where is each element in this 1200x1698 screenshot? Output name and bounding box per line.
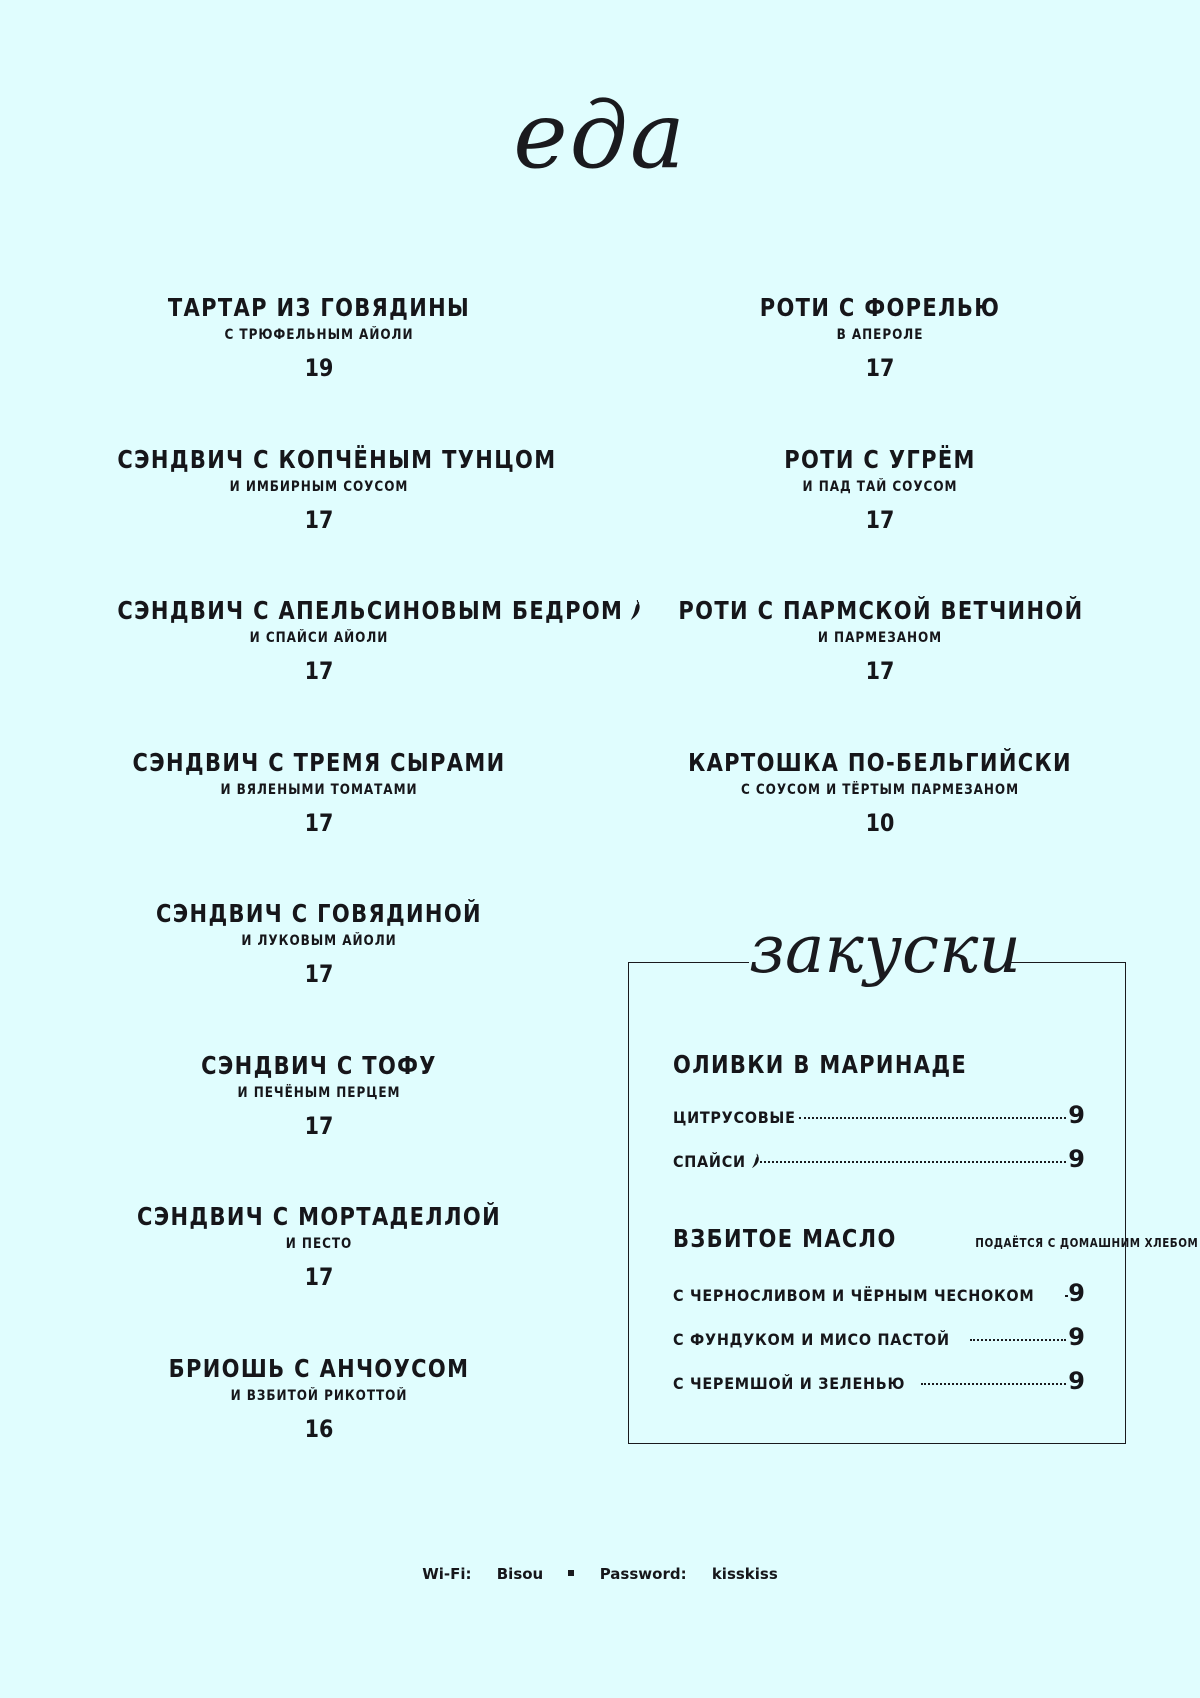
item-description: И ПЕЧЁНЫМ ПЕРЦЕМ: [237, 1084, 401, 1101]
snack-name: С ЧЕРНОСЛИВОМ И ЧЁРНЫМ ЧЕСНОКОМ: [673, 1286, 1035, 1305]
item-name: СЭНДВИЧ С ТОФУ: [201, 1050, 437, 1080]
snack-name: ЦИТРУСОВЫЕ: [673, 1108, 796, 1127]
item-description: И ПАД ТАЙ СОУСОМ: [802, 478, 958, 495]
menu-item: [79, 745, 559, 897]
group-note: ПОДАЁТСЯ С ДОМАШНИМ ХЛЕБОМ: [975, 1236, 1199, 1250]
item-description: И ИМБИРНЫМ СОУСОМ: [229, 478, 409, 495]
snack-group-title: [673, 1047, 1085, 1083]
item-price: 17: [304, 1263, 334, 1291]
snack-name: С ЧЕРЕМШОЙ И ЗЕЛЕНЬЮ: [673, 1374, 906, 1393]
chili-pepper-icon: [751, 1152, 760, 1170]
snack-row: [673, 1271, 1085, 1315]
dot-leader: [921, 1383, 1066, 1385]
menu-item: [79, 1199, 559, 1351]
item-description: И ВЯЛЕНЫМИ ТОМАТАМИ: [220, 781, 418, 798]
item-price: 17: [865, 505, 895, 534]
snack-group-title: [673, 1221, 1199, 1261]
item-description: И ПЕСТО: [285, 1236, 353, 1252]
wifi-label: Wi-Fi:: [422, 1565, 472, 1583]
snack-row: [673, 1093, 1085, 1137]
item-name: СЭНДВИЧ С ТРЕМЯ СЫРАМИ: [132, 747, 506, 777]
item-price: 16: [304, 1414, 334, 1443]
dot-leader: [799, 1117, 1066, 1119]
item-name: РОТИ С УГРЁМ: [784, 444, 976, 474]
group-name: ОЛИВКИ В МАРИНАДЕ: [673, 1050, 968, 1079]
item-name: БРИОШЬ С АНЧОУСОМ: [168, 1353, 470, 1383]
item-description: И СПАЙСИ АЙОЛИ: [249, 630, 389, 646]
item-description: С ТРЮФЕЛЬНЫМ АЙОЛИ: [224, 327, 414, 343]
item-name: СЭНДВИЧ С ГОВЯДИНОЙ: [156, 899, 482, 928]
snacks-list: [673, 1047, 1199, 1403]
menu-item: [640, 442, 1120, 594]
snacks-title: закуски: [749, 911, 1021, 988]
snack-row: [673, 1137, 1085, 1181]
item-description: И ВЗБИТОЙ РИКОТТОЙ: [230, 1387, 408, 1404]
menu-item: [79, 290, 559, 442]
item-description: И ПАРМЕЗАНОМ: [817, 630, 943, 646]
item-name: РОТИ С ПАРМСКОЙ ВЕТЧИНОЙ: [678, 596, 1084, 625]
item-name: СЭНДВИЧ С МОРТАДЕЛЛОЙ: [136, 1202, 501, 1231]
menu-item: [79, 1048, 559, 1200]
menu-title: еда: [513, 82, 687, 189]
snack-name: СПАЙСИ: [673, 1140, 760, 1184]
dot-leader: [970, 1339, 1066, 1341]
wifi-footer: [0, 1565, 1200, 1583]
left-menu-column: [79, 290, 624, 1502]
menu-item: [640, 290, 1120, 442]
group-title-spacer: [673, 1261, 1085, 1271]
item-description: И ЛУКОВЫМ АЙОЛИ: [241, 933, 397, 949]
snack-row: [673, 1359, 1085, 1403]
dot-leader: [1065, 1295, 1067, 1297]
item-price: 10: [865, 808, 895, 837]
item-price: 19: [304, 354, 334, 382]
item-name: СЭНДВИЧ С АПЕЛЬСИНОВЫМ БЕДРОМ: [117, 593, 520, 629]
item-description: В АПЕРОЛЕ: [836, 327, 924, 343]
menu-item: [79, 896, 559, 1048]
snack-price: 9: [1068, 1145, 1085, 1173]
item-name: ТАРТАР ИЗ ГОВЯДИНЫ: [167, 293, 471, 322]
menu-item: [640, 745, 1120, 897]
item-price: 17: [304, 505, 334, 534]
item-name: РОТИ С ФОРЕЛЬЮ: [759, 293, 1001, 322]
snack-row: [673, 1315, 1085, 1359]
snack-name: С ФУНДУКОМ И МИСО ПАСТОЙ: [673, 1330, 950, 1349]
wifi-network: Bisou: [496, 1565, 544, 1583]
item-price: 17: [865, 354, 895, 382]
item-price: 17: [304, 960, 334, 988]
snack-price: 9: [1068, 1279, 1085, 1307]
item-description: С СОУСОМ И ТЁРТЫМ ПАРМЕЗАНОМ: [740, 781, 1020, 798]
snack-price: 9: [1068, 1323, 1085, 1351]
item-price: 17: [304, 1111, 334, 1140]
menu-item: [79, 442, 559, 594]
snack-price: 9: [1068, 1367, 1085, 1395]
item-price: 17: [865, 657, 895, 685]
item-name: КАРТОШКА ПО-БЕЛЬГИЙСКИ: [688, 747, 1072, 777]
right-menu-column: [640, 290, 1120, 896]
dot-leader: [760, 1161, 1066, 1163]
item-price: 17: [304, 808, 334, 837]
item-price: 17: [304, 657, 334, 685]
group-title-spacer: [673, 1083, 1085, 1093]
item-name: СЭНДВИЧ С КОПЧЁНЫМ ТУНЦОМ: [117, 444, 557, 474]
menu-item: [79, 593, 624, 745]
group-spacer: [673, 1181, 1085, 1221]
menu-item: [640, 593, 1120, 745]
password-label: Password:: [599, 1565, 687, 1583]
snack-price: 9: [1068, 1101, 1085, 1129]
group-name: ВЗБИТОЕ МАСЛО: [673, 1224, 897, 1253]
snacks-section: [628, 911, 1199, 1444]
menu-item: [79, 1351, 559, 1503]
separator-dot: [568, 1570, 574, 1576]
wifi-password: kisskiss: [711, 1565, 778, 1583]
